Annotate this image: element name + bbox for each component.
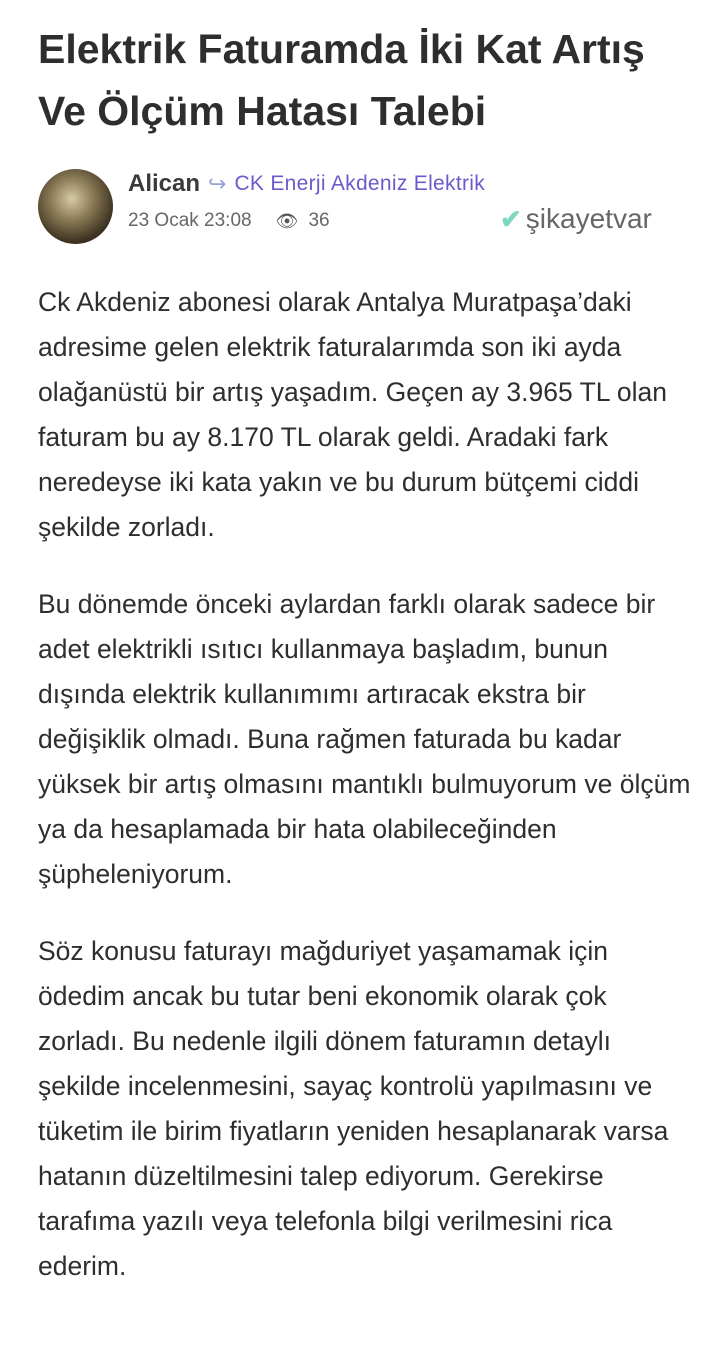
eye-icon: 👁︎ bbox=[275, 210, 299, 231]
author-line bbox=[128, 170, 485, 198]
post-meta bbox=[128, 210, 330, 232]
author-name[interactable]: Alican bbox=[128, 170, 201, 197]
check-icon: ✔ bbox=[500, 203, 522, 234]
paragraph: Söz konusu faturayı mağduriyet yaşamamak için ödedim ancak bu tutar beni ekonomik olarak çok zorladı. Bu nedenle ilgili dönem faturamın detaylı şekilde incelenmesini, sayaç kontrolü yapılmasını ve tüketim ile birim fiyatların yeniden hesaplanarak varsa hatanın düzeltilmesini talep ediyorum. Gerekirse tarafıma yazılı veya telefonla bilgi verilmesini rica ederim. bbox=[38, 936, 669, 1281]
reply-arrow-icon: ↪ bbox=[208, 171, 227, 196]
paragraph: Bu dönemde önceki aylardan farklı olarak sadece bir adet elektrikli ısıtıcı kullanmaya başladım, bunun dışında elektrik kullanımımı artıracak ekstra bir değişiklik olmadı. Buna rağmen faturada bu kadar yüksek bir artış olmasını mantıklı bulmuyorum ve ölçüm ya da hesaplamada bir hata olabileceğinden şüpheleniyorum. bbox=[38, 589, 691, 889]
view-count: 36 bbox=[308, 210, 330, 231]
paragraph: Ck Akdeniz abonesi olarak Antalya Muratpaşa’daki adresime gelen elektrik faturalarımda son iki ayda olağanüstü bir artış yaşadım. Geçen ay 3.965 TL olan faturam bu ay 8.170 TL olarak geldi. Aradaki fark neredeyse iki kata yakın ve bu durum bütçemi ciddi şekilde zorladı. bbox=[38, 287, 668, 542]
brand-name: şikayetvar bbox=[525, 203, 652, 234]
post-date: 23 Ocak 23:08 bbox=[128, 210, 252, 231]
complaint-body bbox=[38, 280, 698, 1321]
complaint-title: Elektrik Faturamda İki Kat Artış Ve Ölçüm Hatası Talebi bbox=[38, 26, 645, 134]
avatar[interactable] bbox=[38, 169, 113, 244]
sikayetvar-logo[interactable] bbox=[500, 203, 652, 235]
company-link[interactable]: CK Enerji Akdeniz Elektrik bbox=[234, 172, 486, 195]
